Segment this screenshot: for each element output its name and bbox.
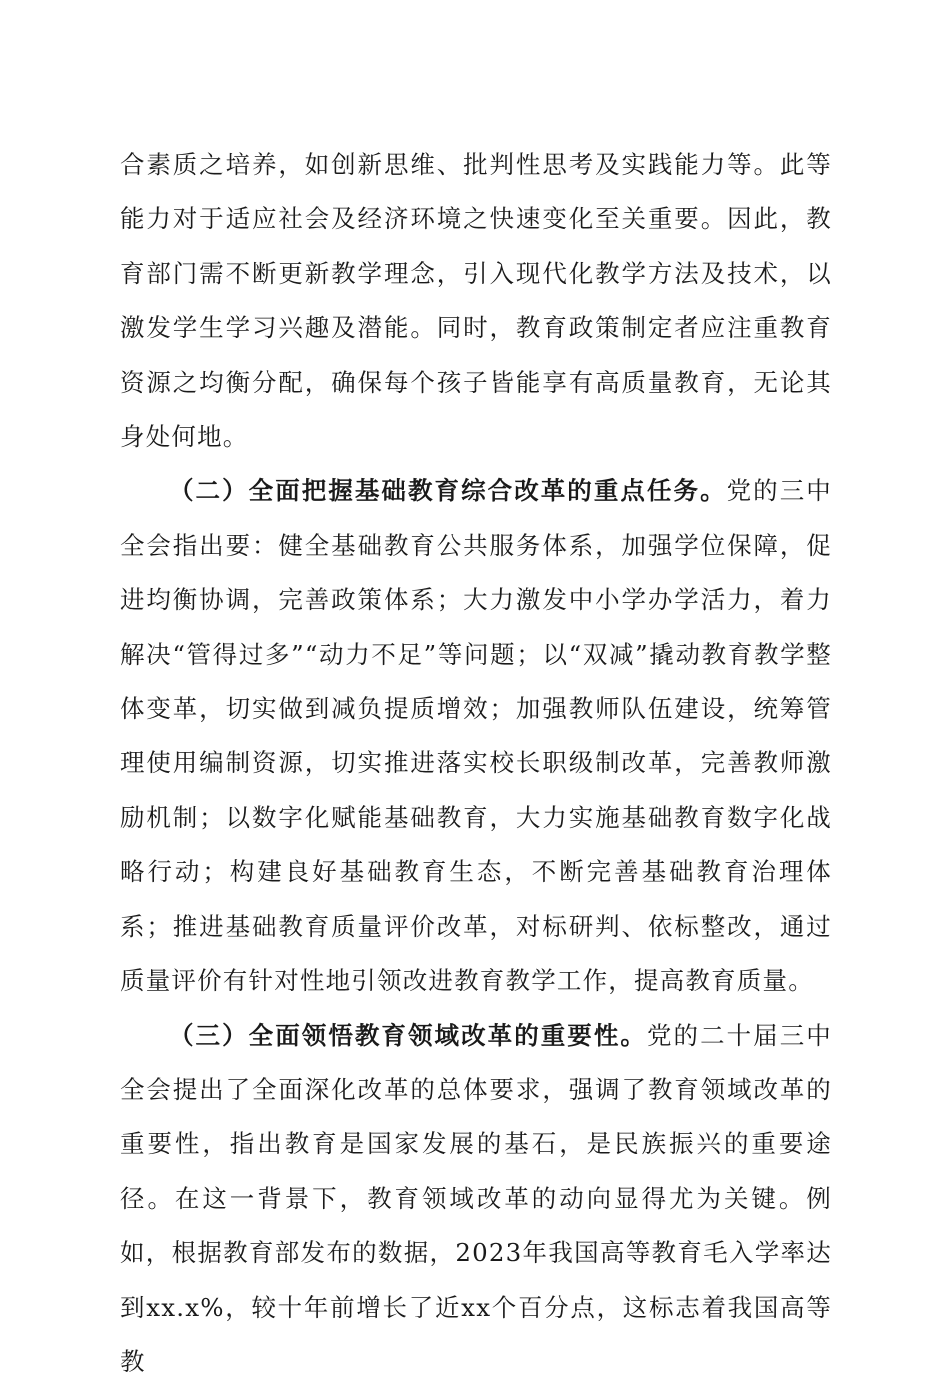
paragraph-text: 合素质之培养，如创新思维、批判性思考及实践能力等。此等能力对于适应社会及经济环境之快速变化至关重要。因此，教育部门需不断更新教学理念，引入现代化教学方法及技术，以激发学生学习兴趣及潜能。同时，教育政策制定者应注重教育资源之均衡分配，确保每个孩子皆能享有高质量教育，无论其身处何地。 bbox=[120, 150, 832, 451]
document-body bbox=[120, 138, 832, 1389]
paragraph-text: 党的二十届三中全会提出了全面深化改革的总体要求，强调了教育领域改革的重要性，指出教育是国家发展的基石，是民族振兴的重要途径。在这一背景下，教育领域改革的动向显得尤为关键。例如，根据教育部发布的数据，2023年我国高等教育毛入学率达到xx.x%，较十年前增长了近xx个百分点，这标志着我国高等教 bbox=[120, 1021, 832, 1376]
section-heading: （二）全面把握基础教育综合改革的重点任务。 bbox=[169, 476, 727, 505]
paragraph-text: 党的三中全会指出要：健全基础教育公共服务体系，加强学位保障，促进均衡协调，完善政策体系；大力激发中小学办学活力，着力解决“管得过多”“动力不足”等问题；以“双减”撬动教育教学整体变革，切实做到减负提质增效；加强教师队伍建设，统筹管理使用编制资源，切实推进落实校长职级制改革，完善教师激励机制；以数字化赋能基础教育，大力实施基础教育数字化战略行动；构建良好基础教育生态，不断完善基础教育治理体系；推进基础教育质量评价改革，对标研判、依标整改，通过质量评价有针对性地引领改进教育教学工作，提高教育质量。 bbox=[120, 476, 832, 995]
section-heading: （三）全面领悟教育领域改革的重要性。 bbox=[169, 1021, 647, 1050]
paragraph-section-3 bbox=[120, 1009, 832, 1389]
paragraph-section-2 bbox=[120, 464, 832, 1008]
paragraph-continuation bbox=[120, 138, 832, 464]
